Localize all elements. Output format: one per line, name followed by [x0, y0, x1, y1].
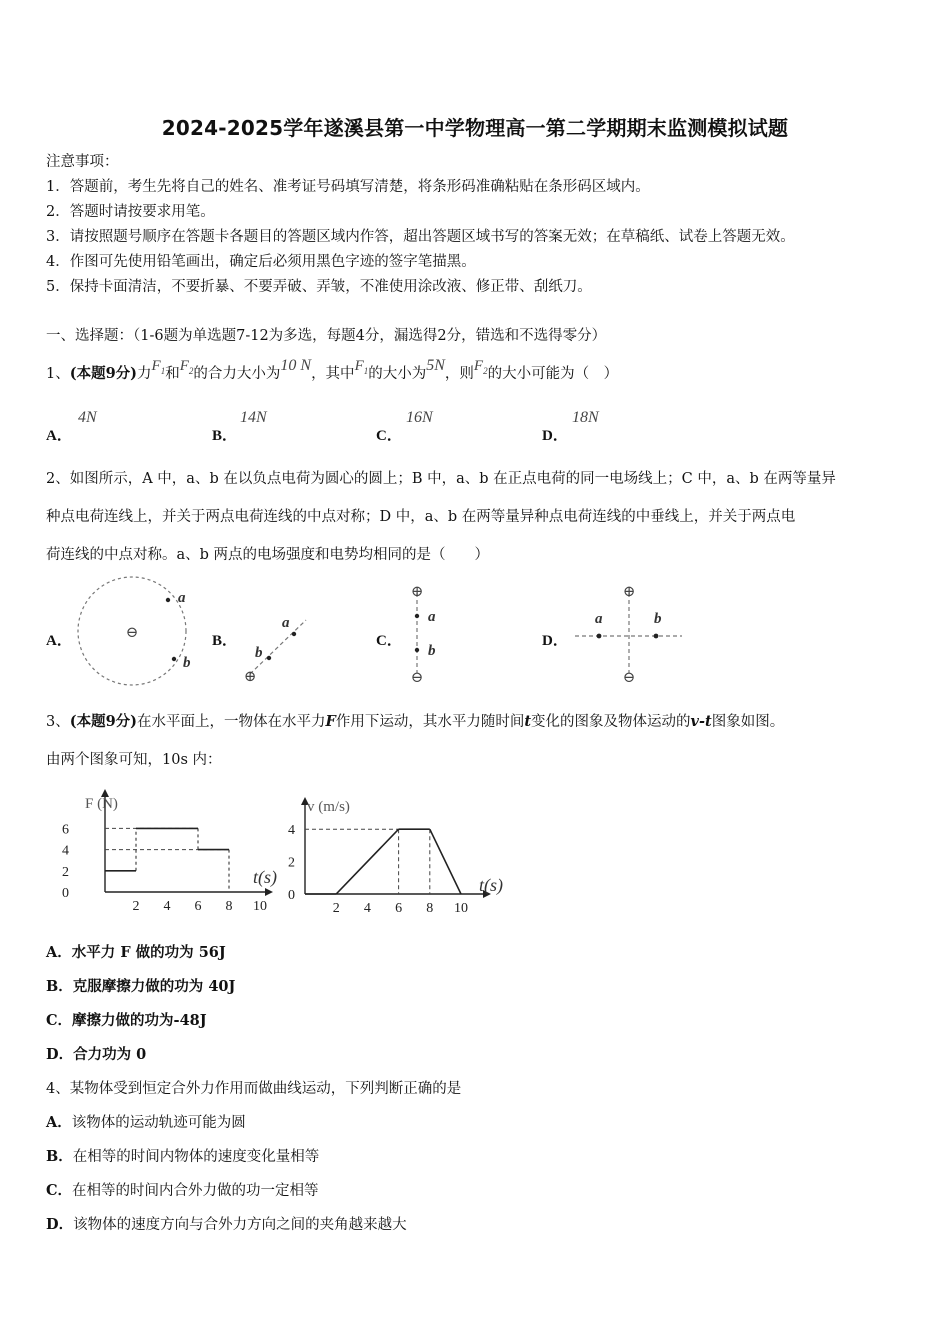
q4-option-a[interactable]: A．该物体的运动轨迹可能为圆: [46, 1114, 246, 1131]
y-tick-label: 4: [62, 843, 69, 859]
point-a-dot: [166, 598, 170, 602]
y-axis-label: v (m/s): [307, 799, 350, 815]
question-2-line: 种点电荷连线上，并关于两点电荷连线的中点对称；D 中，a、b 在两等量异种点电荷连线的中垂线上，并关于两点电: [46, 509, 796, 525]
q1-option-d-value: 18N: [572, 409, 599, 426]
q2-option-c[interactable]: C．: [376, 633, 402, 649]
point-a-label: a: [178, 590, 186, 606]
point-b-dot: [267, 656, 271, 660]
question-1-stem: 1、(本题9分)力$F_1$和$F_2$的合力大小为10 N，其中$F_1$的大小为5N，则$F_2$的大小可能为（ ）: [46, 357, 619, 382]
question-4-stem: 4、某物体受到恒定合外力作用而做曲线运动，下列判断正确的是: [46, 1081, 462, 1097]
point-b-dot: [415, 648, 419, 652]
q4-option-d[interactable]: D．该物体的速度方向与合外力方向之间的夹角越来越大: [46, 1216, 407, 1233]
series-line: [336, 829, 398, 894]
section-heading: 一、选择题：（1-6题为单选题7-12为多选，每题4分，漏选得2分，错选和不选得零分）: [46, 328, 607, 344]
q2-option-b[interactable]: B．: [212, 633, 238, 649]
positive-charge-icon: ⊕: [410, 584, 424, 600]
point-a-label: a: [282, 615, 290, 631]
x-tick-label: 6: [395, 901, 403, 916]
q3-option-a[interactable]: A．水平力 F 做的功为 56J: [46, 944, 226, 961]
negative-charge-icon: ⊖: [125, 625, 139, 641]
y-tick-label: 2: [62, 864, 69, 880]
point-b-dot: [654, 634, 659, 639]
point-a-label: a: [595, 611, 603, 627]
q3-option-b[interactable]: B．克服摩擦力做的功为 40J: [46, 978, 236, 995]
notice-item: 5．保持卡面清洁，不要折暴、不要弄破、弄皱，不准使用涂改液、修正带、刮纸刀。: [46, 279, 592, 295]
x-tick-label: 2: [332, 901, 340, 916]
x-axis-label: t(s): [253, 867, 277, 887]
velocity-time-chart: [285, 795, 515, 925]
question-2-line: 荷连线的中点对称。a、b 两点的电场强度和电势均相同的是（ ）: [46, 547, 490, 563]
point-a-label: a: [428, 609, 436, 625]
question-2-line: 2、如图所示，A 中，a、b 在以负点电荷为圆心的圆上；B 中，a、b 在正点电荷的同一电场线上；C 中，a、b 在两等量异: [46, 471, 836, 487]
y-tick-label: 0: [288, 888, 295, 903]
q2-figure-d: [570, 578, 690, 688]
x-axis-label: t(s): [479, 875, 503, 895]
series-line: [430, 829, 461, 894]
point-b-label: b: [183, 655, 191, 671]
q1-option-b-value: 14N: [240, 409, 267, 426]
x-tick-label: 4: [163, 899, 171, 914]
question-3-line2: 由两个图象可知，10s 内：: [46, 752, 222, 768]
q4-option-c[interactable]: C．在相等的时间内合外力做的功一定相等: [46, 1182, 319, 1199]
y-tick-label: 2: [288, 855, 295, 871]
q1-option-b[interactable]: B．: [212, 428, 238, 444]
y-tick-label: 6: [62, 822, 69, 838]
y-tick-label: 0: [62, 886, 69, 901]
question-3-stem: 3、(本题9分)在水平面上，一物体在水平力F作用下运动，其水平力随时间t变化的图象及物体运动的v-t图象如图。: [46, 713, 785, 730]
point-b-label: b: [255, 645, 263, 661]
notice-item: 1．答题前，考生先将自己的姓名、准考证号码填写清楚，将条形码准确粘贴在条形码区域内。: [46, 179, 650, 195]
q2-figure-c: [400, 578, 460, 688]
q2-option-a[interactable]: A．: [46, 633, 72, 649]
point-a-dot: [597, 634, 602, 639]
y-axis-label: F (N): [85, 796, 118, 812]
q1-option-c[interactable]: C．: [376, 428, 402, 444]
q1-option-a-value: 4N: [78, 409, 97, 426]
point-a-dot: [292, 632, 296, 636]
q2-figure-a: [70, 575, 190, 690]
positive-charge-icon: ⊕: [622, 584, 636, 600]
force-time-chart: [45, 785, 275, 920]
x-tick-label: 2: [132, 899, 140, 914]
q2-figure-b: [238, 610, 318, 690]
positive-charge-icon: ⊕: [243, 669, 257, 685]
negative-charge-icon: ⊖: [410, 670, 424, 686]
notice-heading: 注意事项：: [46, 154, 119, 170]
q2-option-d[interactable]: D．: [542, 633, 568, 649]
q3-option-d[interactable]: D．合力功为 0: [46, 1046, 147, 1063]
notice-item: 3．请按照题号顺序在答题卡各题目的答题区域内作答，超出答题区域书写的答案无效；在草稿纸、试卷上答题无效。: [46, 229, 795, 245]
point-b-dot: [172, 657, 176, 661]
point-b-label: b: [654, 611, 662, 627]
x-tick-label: 8: [426, 901, 434, 916]
q3-option-c[interactable]: C．摩擦力做的功为-48J: [46, 1012, 207, 1029]
notice-item: 2．答题时请按要求用笔。: [46, 204, 215, 220]
q1-option-d[interactable]: D．: [542, 428, 568, 444]
q1-option-c-value: 16N: [406, 409, 433, 426]
page-title: 2024-2025学年遂溪县第一中学物理高一第二学期期末监测模拟试题: [161, 116, 789, 140]
point-b-label: b: [428, 643, 436, 659]
point-a-dot: [415, 614, 419, 618]
negative-charge-icon: ⊖: [622, 670, 636, 686]
x-tick-label: 8: [225, 899, 233, 914]
x-tick-label: 6: [194, 899, 202, 914]
y-tick-label: 4: [288, 823, 295, 839]
q1-option-a[interactable]: A．: [46, 428, 72, 444]
x-tick-label: 10: [253, 899, 267, 914]
x-tick-label: 10: [454, 901, 468, 916]
notice-item: 4．作图可先使用铅笔画出，确定后必须用黑色字迹的签字笔描黑。: [46, 254, 476, 270]
x-axis-arrow: [265, 888, 273, 896]
x-tick-label: 4: [363, 901, 371, 916]
q4-option-b[interactable]: B．在相等的时间内物体的速度变化量相等: [46, 1148, 320, 1165]
